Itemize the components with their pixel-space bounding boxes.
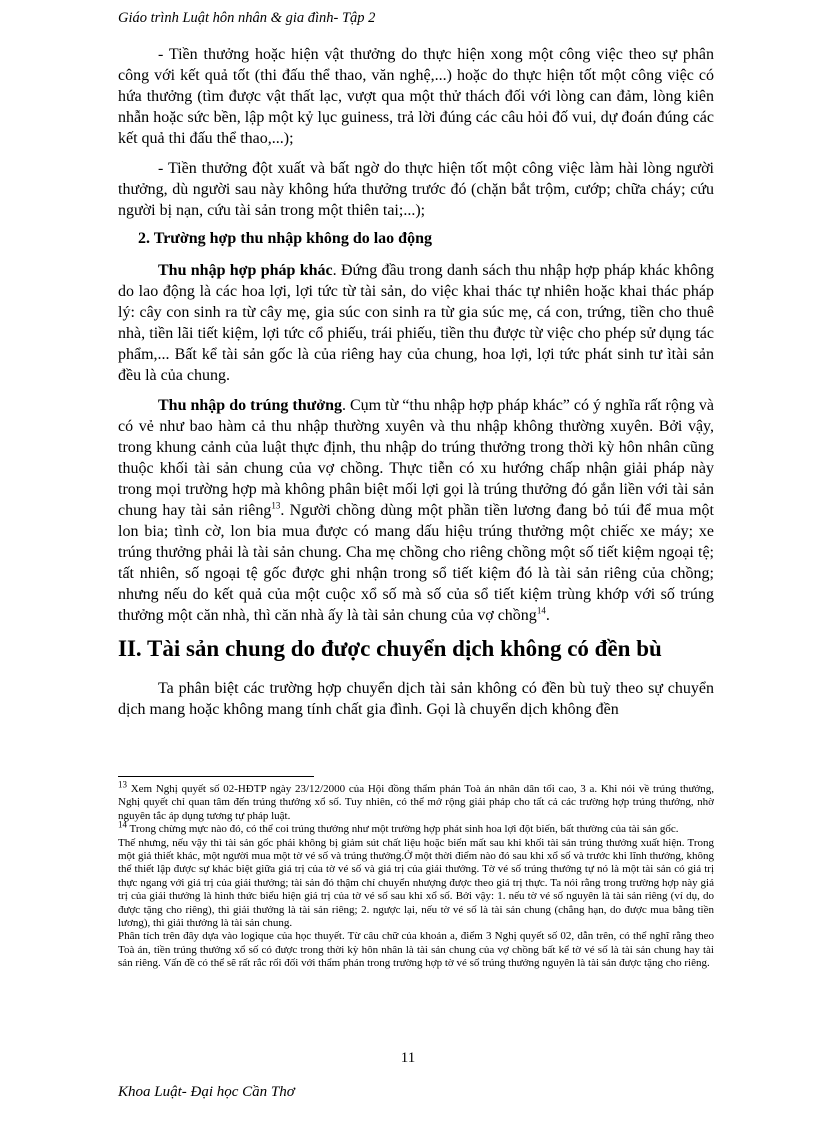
footnote-14-continued: Thế nhưng, nếu vậy thì tài sản gốc phải không bị giảm sút chất liệu hoặc biến mất sau khi khối tài sản trúng thưởng xuất hiện. Trong một giả thiết khác, một người mua một tờ vé số và trúng thưởng.Ở một thời điểm nào đó sau khi xổ số và trước khi lĩnh thưởng, không thể thiết lập được sự khác biệt giữa giá trị của tờ vé số và giá trị của giải thưởng. Tờ vé số trúng thưởng tự nó là một tài sản có giá trị thực ngang với giá trị của giải thưởng; tài sản đó thậm chí chuyển nhượng được theo giá trị thực. Ta nói rằng trong trường hợp này giá trị của giải thưởng là hình thức biểu hiện giá trị của tờ vé số sau khi xổ số. Bởi vậy: 1. nếu tờ vé số nguyên là tài sản riêng (ví dụ, do được tặng cho riêng), thì giải thưởng là tài sản riêng; 2. ngược lại, nếu tờ vé số là tài sản chung (chẳng hạn, do được mua bằng tiền lương), thì giải thưởng là tài sản chung. [118, 836, 714, 930]
footnote-14-analysis: Phân tích trên đây dựa vào logique của học thuyết. Từ câu chữ của khoản a, điểm 3 Nghị quyết số 02, dẫn trên, có thể nghĩ rằng theo Toà án, tiền trúng thưởng xổ số có được trong thời kỳ hôn nhân là tài sản chung của vợ chồng bất kể tờ vé số là tài sản chung hay tài sản riêng. Vấn đề có thể sẽ rất rắc rối đối với thẩm phán trong trường hợp tờ vé số trúng thưởng nguyên là tài sản được tặng cho riêng. [118, 930, 714, 970]
section-heading-2: 2. Trường hợp thu nhập không do lao động [138, 230, 432, 247]
paragraph-transfer: Ta phân biệt các trường hợp chuyển dịch tài sản không có đền bù tuỳ theo sự chuyển dịch mang hoặc không mang tính chất gia đình. Gọi là chuyển dịch không đền [118, 680, 714, 718]
footnote-separator [118, 776, 314, 777]
footnote-13: $^{13}$ Xem Nghị quyết số 02-HĐTP ngày 23/12/2000 của Hội đồng thẩm phán Toà án nhân dân tối cao, 3 a. Khi nói về trúng thưởng, Nghị quyết chỉ quan tâm đến trúng thưởng xổ số. Tuy nhiên, có thể mở rộng giải pháp cho tất cả các trường hợp trúng thưởng, nhờ nguyên tắc áp dụng tương tự pháp luật. [118, 779, 714, 822]
footnote-ref-14[interactable]: 14 [536, 605, 546, 616]
running-header: Giáo trình Luật hôn nhân & gia đình- Tập 2 [118, 10, 376, 26]
paragraph-reward-task: - Tiền thưởng hoặc hiện vật thưởng do thực hiện xong một công việc theo sự phân công với kết quả tốt (thi đấu thể thao, văn nghệ,...) hoặc do thực hiện tốt một công việc có hứa thưởng (tìm được vật thất lạc, vượt qua một thử thách đối với lòng can đảm, lòng kiên nhẫn hoặc sức bền, lập một kỷ lục guiness, trả lời đúng các câu hỏi đố vui, dự đoán đúng các kết quả thi đấu thể thao,...); [118, 46, 714, 147]
paragraph-prize-income: Thu nhập do trúng thưởng. Cụm từ “thu nhập hợp pháp khác” có ý nghĩa rất rộng và có vẻ như bao hàm cả thu nhập thường xuyên và thu nhập không thường xuyên. Bởi vậy, trong khung cảnh của luật thực định, thu nhập do trúng thưởng trong thời kỳ hôn nhân cũng thuộc khối tài sản chung của vợ chồng. Thực tiễn có xu hướng chấp nhận giải pháp này trong mọi trường hợp mà không phân biệt mối lợi gọi là trúng thưởng đó gắn liền với tài sản chung hay tài sản riêng$^{13}$. Người chồng dùng một phần tiền lương đang bỏ túi để mua một lon bia; tình cờ, lon bia mua được có mang dấu hiệu trúng thưởng một chiếc xe máy; xe trúng thưởng phải là tài sản chung. Cha mẹ chồng cho riêng chồng một số tiết kiệm ngoại tệ; tất nhiên, số ngoại tệ gốc được ghi nhận trong sổ tiết kiệm đó là tài sản riêng của chồng; nhưng nếu do kết quả của một cuộc xổ số mà số của sổ tiết kiệm trùng khớp với số trúng thưởng một căn nhà, thì căn nhà ấy là tài sản chung của vợ chồng$^{14}$. [118, 397, 715, 624]
paragraph-reward-sudden: - Tiền thưởng đột xuất và bất ngờ do thực hiện tốt một công việc làm hài lòng người thưởng, dù người sau này không hứa thưởng trước đó (chặn bắt trộm, cướp; chữa cháy; cứu người bị nạn, cứu tài sản trong một thiên tai;...); [118, 160, 714, 219]
footnote-14: $^{14}$ Trong chừng mực nào đó, có thể coi trúng thưởng như một trường hợp phát sinh hoa lợi đột biến, bất thường của tài sản gốc. [118, 819, 679, 836]
main-text [118, 44, 714, 729]
term-other-income: Thu nhập hợp pháp khác [158, 262, 333, 279]
footnotes [118, 779, 714, 971]
footnote-ref-13[interactable]: 13 [271, 500, 281, 511]
chapter-heading-ii: II. Tài sản chung do được chuyển dịch không có đền bù [118, 636, 662, 661]
running-footer: Khoa Luật- Đại học Cần Thơ [118, 1084, 295, 1100]
page-number: 11 [400, 1050, 416, 1066]
term-prize-income: Thu nhập do trúng thưởng [158, 397, 342, 414]
paragraph-other-income: Thu nhập hợp pháp khác. Đứng đầu trong danh sách thu nhập hợp pháp khác không do lao động là các hoa lợi, lợi tức từ tài sản, do việc khai thác tự nhiên hoặc khai thác pháp lý: cây con sinh ra từ cây mẹ, gia súc con sinh ra từ gia súc mẹ, cá con, trứng, tiền cho thuê nhà, tiền lãi tiết kiệm, lợi tức cổ phiếu, trái phiếu, tiền thu được từ việc cho phép sử dụng tác phẩm,... Bất kể tài sản gốc là của riêng hay của chung, hoa lợi, lợi tức phát sinh tư ìtài sản đều là của chung. [118, 262, 714, 384]
